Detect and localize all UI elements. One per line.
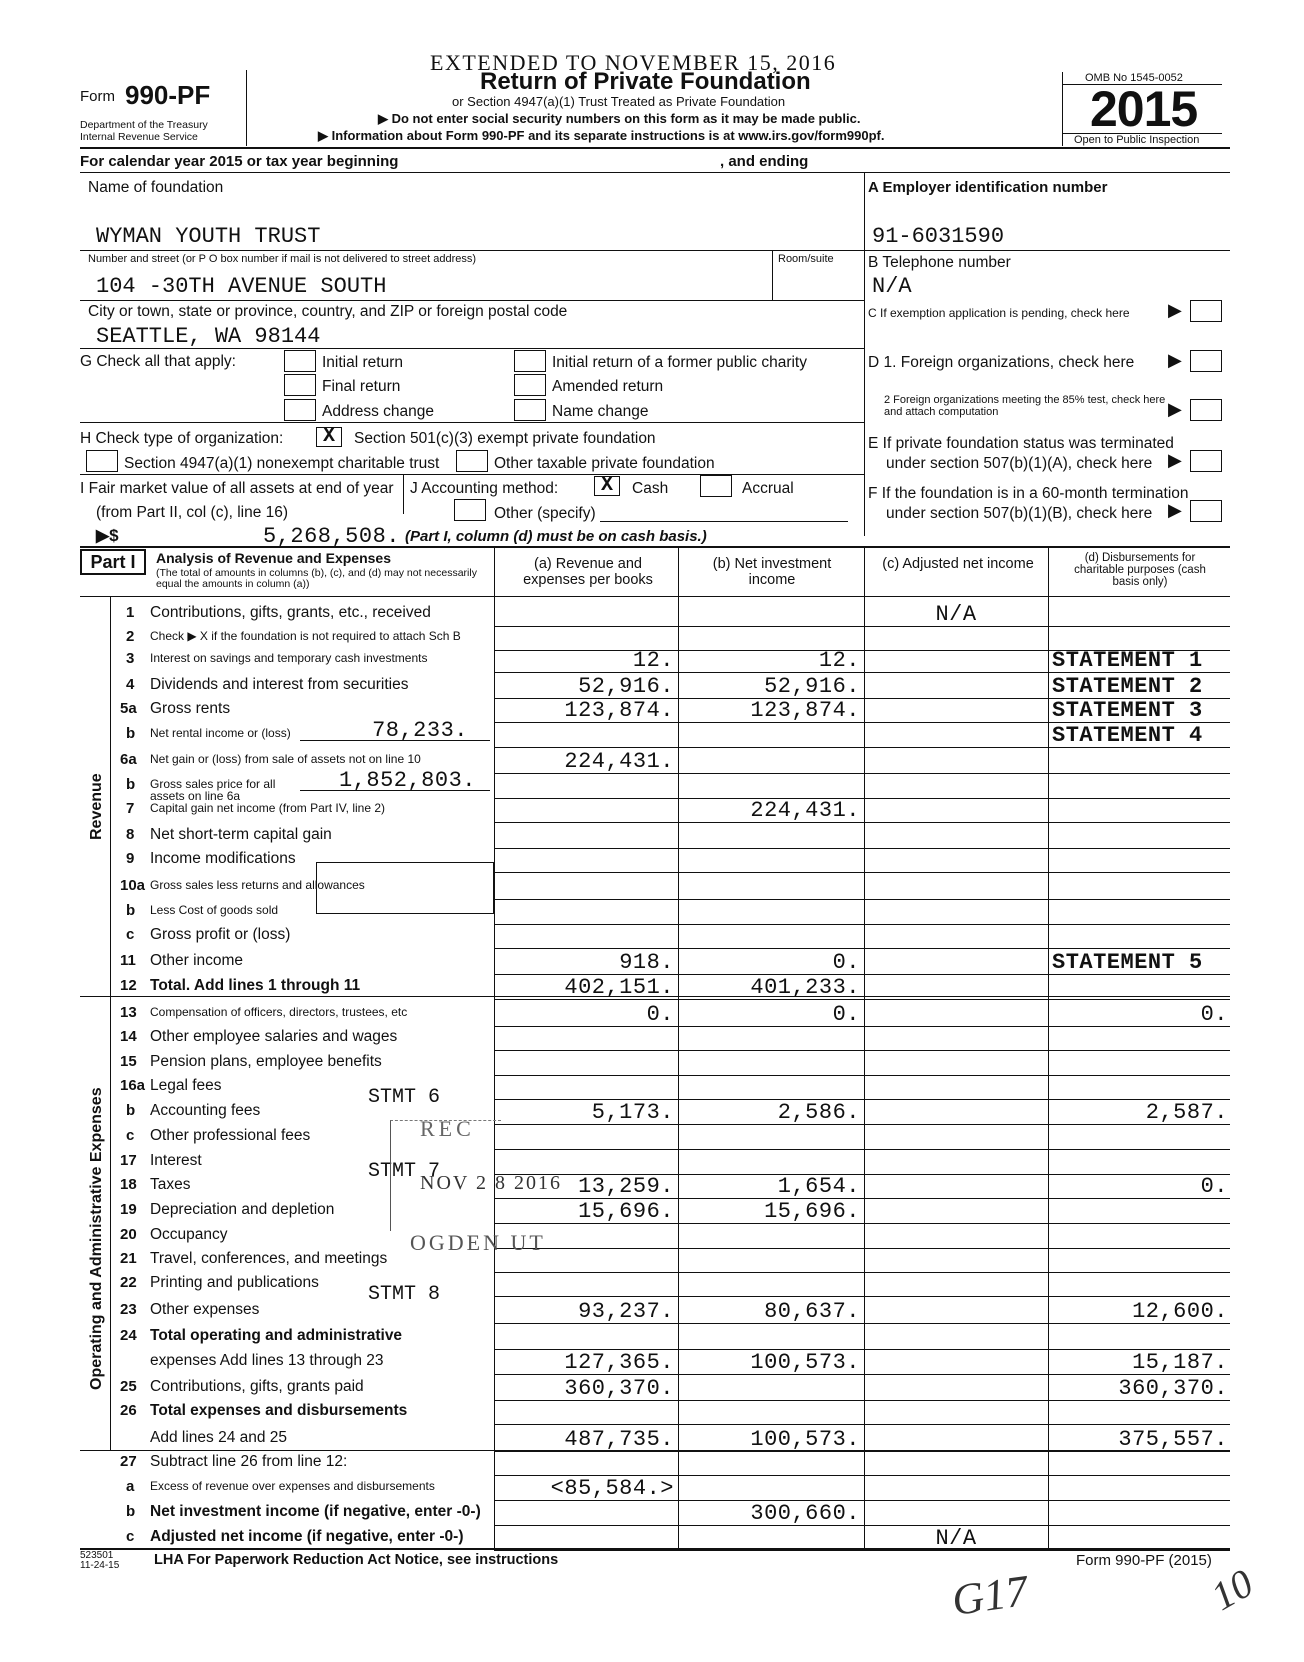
line-label: Capital gain net income (from Part IV, line 2) xyxy=(150,801,386,815)
foundation-name: WYMAN YOUTH TRUST xyxy=(96,224,321,249)
line-number: b xyxy=(126,725,136,742)
col-b-value: 52,916. xyxy=(764,674,860,699)
row-divider xyxy=(494,1374,1230,1375)
line-number: b xyxy=(126,1102,136,1119)
cash-checkbox[interactable]: X xyxy=(594,476,620,496)
i-label1: I Fair market value of all assets at end of year xyxy=(80,480,394,497)
e-line1: E If private foundation status was terminated xyxy=(868,435,1174,452)
col-d-value: STATEMENT 1 xyxy=(1052,648,1203,673)
line-number: 6a xyxy=(120,751,137,768)
row-divider xyxy=(494,1149,1230,1150)
line-label: Other professional fees xyxy=(150,1127,311,1144)
ein-label: A Employer identification number xyxy=(868,179,1108,196)
g-label: G Check all that apply: xyxy=(80,353,236,370)
other-method-checkbox[interactable] xyxy=(454,499,486,521)
initial-return-checkbox[interactable] xyxy=(284,350,316,372)
part1-desc: (The total of amounts in columns (b), (c), and (d) may not necessarily equal the amounts in column (a)) xyxy=(156,567,477,590)
row-divider xyxy=(494,1026,1230,1027)
line-label: Dividends and interest from securities xyxy=(150,676,409,693)
line-label: Accounting fees xyxy=(150,1102,261,1119)
row-divider xyxy=(494,1525,1230,1526)
row-divider xyxy=(494,1272,1230,1273)
row-divider xyxy=(494,1050,1230,1051)
line-label: Net gain or (loss) from sale of assets not on line 10 xyxy=(150,752,421,766)
arrow-icon: ▶ xyxy=(1168,399,1182,419)
line-label: Travel, conferences, and meetings xyxy=(150,1250,388,1267)
and-ending-label: , and ending xyxy=(720,153,809,170)
received-stamp: REC xyxy=(420,1116,475,1141)
line-number: 14 xyxy=(120,1028,137,1045)
arrow-icon: ▶ xyxy=(1168,350,1182,370)
col-a-value: 360,370. xyxy=(564,1376,674,1401)
col-b-value: 80,637. xyxy=(764,1299,860,1324)
form-name: 990-PF xyxy=(125,80,211,110)
line-label: Depreciation and depletion xyxy=(150,1201,335,1218)
f-line1: F If the foundation is in a 60-month termination xyxy=(868,485,1189,502)
col-a-value: 402,151. xyxy=(564,975,674,1000)
form-date: 11-24-15 xyxy=(80,1560,120,1571)
col-b-value: 2,586. xyxy=(777,1100,860,1125)
stmt8-ref: STMT 8 xyxy=(368,1283,441,1306)
ogden-stamp: OGDEN UT xyxy=(410,1230,546,1255)
c-label: C If exemption application is pending, check here xyxy=(868,306,1130,320)
info-notice: ▶ Information about Form 990-PF and its separate instructions is at www.irs.gov/form990pf. xyxy=(318,128,885,143)
expenses-side-label: Operating and Administrative Expenses xyxy=(88,1087,105,1390)
arrow-icon: ▶ xyxy=(1168,500,1182,520)
inspection-label: Open to Public Inspection xyxy=(1074,134,1200,146)
col-a-value: 13,259. xyxy=(578,1174,674,1199)
cash-label: Cash xyxy=(632,480,669,497)
address-change-checkbox[interactable] xyxy=(284,399,316,421)
line-label: Gross rents xyxy=(150,700,231,717)
accrual-label: Accrual xyxy=(742,480,794,497)
line-number: c xyxy=(126,926,135,943)
col-d-header: (d) Disbursements for charitable purposes (cash basis only) xyxy=(1074,552,1206,588)
col-c-value: N/A xyxy=(935,1526,977,1551)
accrual-checkbox[interactable] xyxy=(700,475,732,497)
gross-sales-inline: 1,852,803. xyxy=(338,768,476,793)
form-title: Return of Private Foundation xyxy=(480,68,811,95)
part1-title: Analysis of Revenue and Expenses xyxy=(156,550,391,566)
dept-treasury: Department of the Treasury xyxy=(80,119,208,131)
line-label: Gross sales less returns and allowances xyxy=(150,878,365,892)
row-divider xyxy=(494,747,1230,748)
col-a-value: 123,874. xyxy=(564,698,674,723)
line-number: c xyxy=(126,1528,135,1545)
line-number: 8 xyxy=(126,826,135,843)
lha-notice: LHA For Paperwork Reduction Act Notice, see instructions xyxy=(154,1552,559,1568)
ein-value: 91-6031590 xyxy=(872,224,1005,249)
ssn-notice: ▶ Do not enter social security numbers on this form as it may be made public. xyxy=(378,111,861,126)
i-label2: (from Part II, col (c), line 16) xyxy=(96,504,289,521)
stmt7-ref: STMT 7 xyxy=(368,1160,441,1183)
line-number: 1 xyxy=(126,604,135,621)
handwritten-circle-note: 10 xyxy=(1203,1560,1261,1619)
fmv-value: 5,268,508. xyxy=(262,524,400,549)
col-d-value: STATEMENT 2 xyxy=(1052,674,1203,699)
line-label: Compensation of officers, directors, trustees, etc xyxy=(150,1005,408,1019)
calendar-year-label: For calendar year 2015 or tax year beginning xyxy=(80,153,399,170)
line-number: 7 xyxy=(126,800,135,817)
col-a-value: 127,365. xyxy=(564,1350,674,1375)
line-number: a xyxy=(126,1478,135,1495)
line-number: 9 xyxy=(126,850,135,867)
col-b-value: 0. xyxy=(832,1002,860,1027)
line-label: Net short-term capital gain xyxy=(150,826,332,843)
room-label: Room/suite xyxy=(778,253,834,265)
col-d-value: 2,587. xyxy=(1145,1100,1228,1125)
part1-tag: Part I xyxy=(80,549,146,575)
row-divider xyxy=(494,948,1230,949)
initial-former-checkbox[interactable] xyxy=(514,350,546,372)
footer-form: Form 990-PF (2015) xyxy=(1076,1552,1212,1569)
col-b-value: 224,431. xyxy=(750,798,860,823)
line-number: b xyxy=(126,902,136,919)
initial-former-label: Initial return of a former public charity xyxy=(552,354,807,371)
omb-number: OMB No 1545-0052 xyxy=(1085,72,1183,84)
dollar-arrow: ▶$ xyxy=(96,526,119,545)
line-label: Other income xyxy=(150,952,244,969)
amended-return-checkbox[interactable] xyxy=(514,374,546,396)
col-a-value: 5,173. xyxy=(591,1100,674,1125)
line-number: 4 xyxy=(126,676,135,693)
line-label: Total. Add lines 1 through 11 xyxy=(150,977,361,994)
line-label: Other employee salaries and wages xyxy=(150,1028,398,1045)
line-number: 17 xyxy=(120,1152,137,1169)
line-number: 22 xyxy=(120,1274,137,1291)
col-d-value: 0. xyxy=(1200,1002,1228,1027)
line-number: b xyxy=(126,776,136,793)
line-number: 10a xyxy=(120,877,146,894)
line-label: Interest xyxy=(150,1152,202,1169)
row-divider xyxy=(494,999,1230,1000)
initial-return-label: Initial return xyxy=(322,354,403,371)
line-number: 16a xyxy=(120,1077,146,1094)
col-a-value: 93,237. xyxy=(578,1299,674,1324)
f-line2: under section 507(b)(1)(B), check here xyxy=(886,505,1153,522)
line-label: Contributions, gifts, grants, etc., received xyxy=(150,604,431,621)
line-label: Other expenses xyxy=(150,1301,260,1318)
col-a-value: 224,431. xyxy=(564,749,674,774)
line-number: 18 xyxy=(120,1176,137,1193)
line-label: Net investment income (if negative, enter -0-) xyxy=(150,1503,481,1520)
e-line2: under section 507(b)(1)(A), check here xyxy=(886,455,1153,472)
d1-label: D 1. Foreign organizations, check here xyxy=(868,354,1135,371)
final-return-checkbox[interactable] xyxy=(284,374,316,396)
handwritten-note: G17 xyxy=(948,1565,1031,1626)
col-b-value: 0. xyxy=(832,950,860,975)
line-label: Gross profit or (loss) xyxy=(150,926,291,943)
phone-label: B Telephone number xyxy=(868,254,1011,271)
col-d-value: 360,370. xyxy=(1118,1376,1228,1401)
line-label: Add lines 24 and 25 xyxy=(150,1429,288,1446)
row-divider xyxy=(494,672,1230,673)
line-label: expenses Add lines 13 through 23 xyxy=(150,1352,384,1369)
form-code: 523501 xyxy=(80,1550,114,1561)
city-value: SEATTLE, WA 98144 xyxy=(96,324,321,349)
line-label: Contributions, gifts, grants paid xyxy=(150,1378,364,1395)
line-label: Legal fees xyxy=(150,1077,222,1094)
h-label: H Check type of organization: xyxy=(80,430,284,447)
row-divider xyxy=(494,1323,1230,1324)
c-checkbox[interactable] xyxy=(1190,300,1222,322)
amended-return-label: Amended return xyxy=(552,378,664,395)
d2-label: 2 Foreign organizations meeting the 85% test, check here and attach computation xyxy=(884,394,1166,418)
col-b-value: 15,696. xyxy=(764,1199,860,1224)
col-d-value: STATEMENT 4 xyxy=(1052,723,1203,748)
row-divider xyxy=(494,872,1230,873)
address-change-label: Address change xyxy=(322,403,435,420)
4947-checkbox[interactable] xyxy=(86,450,118,472)
col-a-value: 15,696. xyxy=(578,1199,674,1224)
col-a-header: (a) Revenue and expenses per books xyxy=(523,556,653,588)
street-label: Number and street (or P O box number if mail is not delivered to street address) xyxy=(88,253,477,265)
line-number: 20 xyxy=(120,1226,137,1243)
row-divider xyxy=(494,1075,1230,1076)
line-number: 13 xyxy=(120,1004,137,1021)
row-divider xyxy=(494,924,1230,925)
501c3-label: Section 501(c)(3) exempt private foundation xyxy=(354,430,656,447)
col-a-value: 918. xyxy=(619,950,674,975)
line-number: 19 xyxy=(120,1201,137,1218)
line-number: 26 xyxy=(120,1402,137,1419)
line-label: Total expenses and disbursements xyxy=(150,1402,408,1419)
stmt6-ref: STMT 6 xyxy=(368,1086,441,1109)
col-b-value: 1,654. xyxy=(777,1174,860,1199)
row-divider xyxy=(494,1500,1230,1501)
d1-checkbox[interactable] xyxy=(1190,350,1222,372)
irs-label: Internal Revenue Service xyxy=(80,131,198,143)
row-divider xyxy=(494,822,1230,823)
line-number: 21 xyxy=(120,1250,137,1267)
line-number: 15 xyxy=(120,1053,137,1070)
col-b-value: 12. xyxy=(818,648,860,673)
received-date-stamp: NOV 2 8 2016 xyxy=(420,1172,562,1194)
col-d-value: STATEMENT 5 xyxy=(1052,950,1203,975)
line-label: Occupancy xyxy=(150,1226,228,1243)
row-divider xyxy=(494,1223,1230,1224)
e-checkbox[interactable] xyxy=(1190,450,1222,472)
row-divider xyxy=(494,1550,1230,1551)
row-divider xyxy=(494,626,1230,627)
row-divider xyxy=(494,1451,1230,1452)
arrow-icon: ▶ xyxy=(1168,450,1182,470)
line-number: 3 xyxy=(126,650,135,667)
line-number: 24 xyxy=(120,1327,137,1344)
line-number: 25 xyxy=(120,1378,137,1395)
revenue-side-label: Revenue xyxy=(88,773,105,840)
name-change-label: Name change xyxy=(552,403,649,420)
tax-year: 2015 xyxy=(1090,81,1198,137)
row-divider xyxy=(494,1248,1230,1249)
col-b-value: 300,660. xyxy=(750,1501,860,1526)
col-c-header: (c) Adjusted net income xyxy=(882,556,1034,572)
row-divider xyxy=(494,1424,1230,1425)
f-checkbox[interactable] xyxy=(1190,500,1222,522)
501c3-checkbox[interactable]: X xyxy=(316,427,342,447)
city-label: City or town, state or province, country, and ZIP or foreign postal code xyxy=(88,303,568,320)
line-number: 5a xyxy=(120,700,137,717)
row-divider xyxy=(494,848,1230,849)
line-label: Pension plans, employee benefits xyxy=(150,1053,382,1070)
line-label: Gross sales price for all assets on line 6a xyxy=(150,777,276,803)
col-b-value: 401,233. xyxy=(750,975,860,1000)
other-taxable-checkbox[interactable] xyxy=(456,450,488,472)
line-label: Check ▶ X if the foundation is not required to attach Sch B xyxy=(150,629,461,643)
col-b-value: 100,573. xyxy=(750,1350,860,1375)
arrow-icon: ▶ xyxy=(1168,300,1182,320)
other-taxable-label: Other taxable private foundation xyxy=(494,455,715,472)
col-c-value: N/A xyxy=(935,602,977,627)
row-divider xyxy=(494,899,1230,900)
cash-basis-note: (Part I, column (d) must be on cash basis.) xyxy=(405,528,707,545)
4947-label: Section 4947(a)(1) nonexempt charitable trust xyxy=(124,455,440,472)
col-a-value: 487,735. xyxy=(564,1427,674,1452)
col-d-value: 15,187. xyxy=(1132,1350,1228,1375)
line-number: 2 xyxy=(126,628,135,645)
line-number: 12 xyxy=(120,977,137,994)
col-d-value: 12,600. xyxy=(1132,1299,1228,1324)
line-label: Net rental income or (loss) xyxy=(150,726,291,740)
line-label: Total operating and administrative xyxy=(150,1327,403,1344)
row-divider xyxy=(494,798,1230,799)
line-number: 11 xyxy=(120,952,136,969)
line-label: Taxes xyxy=(150,1176,191,1193)
col-a-value: 0. xyxy=(646,1002,674,1027)
row-divider xyxy=(494,1124,1230,1125)
j-label: J Accounting method: xyxy=(410,480,559,497)
col-b-header: (b) Net investment income xyxy=(712,556,832,588)
line-number: 27 xyxy=(120,1453,137,1470)
row-divider xyxy=(494,1400,1230,1401)
name-label: Name of foundation xyxy=(88,179,224,196)
col-b-value: 100,573. xyxy=(750,1427,860,1452)
line-label: Interest on savings and temporary cash investments xyxy=(150,651,428,665)
line-label: Excess of revenue over expenses and disbursements xyxy=(150,1479,435,1493)
line-label: Income modifications xyxy=(150,850,296,867)
line-label: Printing and publications xyxy=(150,1274,319,1291)
line-label: Adjusted net income (if negative, enter -0-) xyxy=(150,1528,464,1545)
col-a-value: 12. xyxy=(632,648,674,673)
line-number: b xyxy=(126,1503,136,1520)
final-return-label: Final return xyxy=(322,378,401,395)
row-divider xyxy=(494,773,1230,774)
col-d-value: 375,557. xyxy=(1118,1427,1228,1452)
street-address: 104 -30TH AVENUE SOUTH xyxy=(96,274,387,299)
col-d-value: STATEMENT 3 xyxy=(1052,698,1203,723)
net-rental-inline: 78,233. xyxy=(372,718,468,743)
col-b-value: 123,874. xyxy=(750,698,860,723)
form-subtitle: or Section 4947(a)(1) Trust Treated as Private Foundation xyxy=(452,94,786,109)
line-label: Subtract line 26 from line 12: xyxy=(150,1453,348,1470)
line-number: 23 xyxy=(120,1301,137,1318)
phone-value: N/A xyxy=(872,274,912,299)
col-a-value: <85,584.> xyxy=(550,1476,674,1501)
form-prefix: Form xyxy=(80,88,115,105)
row-divider xyxy=(494,1296,1230,1297)
extended-notice: EXTENDED TO NOVEMBER 15, 2016 xyxy=(430,50,837,75)
line-label: Less Cost of goods sold xyxy=(150,903,279,917)
name-change-checkbox[interactable] xyxy=(514,399,546,421)
other-method-label: Other (specify) xyxy=(494,505,596,522)
col-a-value: 52,916. xyxy=(578,674,674,699)
line-number: c xyxy=(126,1127,135,1144)
line10-input-box[interactable] xyxy=(316,862,494,914)
d2-checkbox[interactable] xyxy=(1190,399,1222,421)
col-d-value: 0. xyxy=(1200,1174,1228,1199)
